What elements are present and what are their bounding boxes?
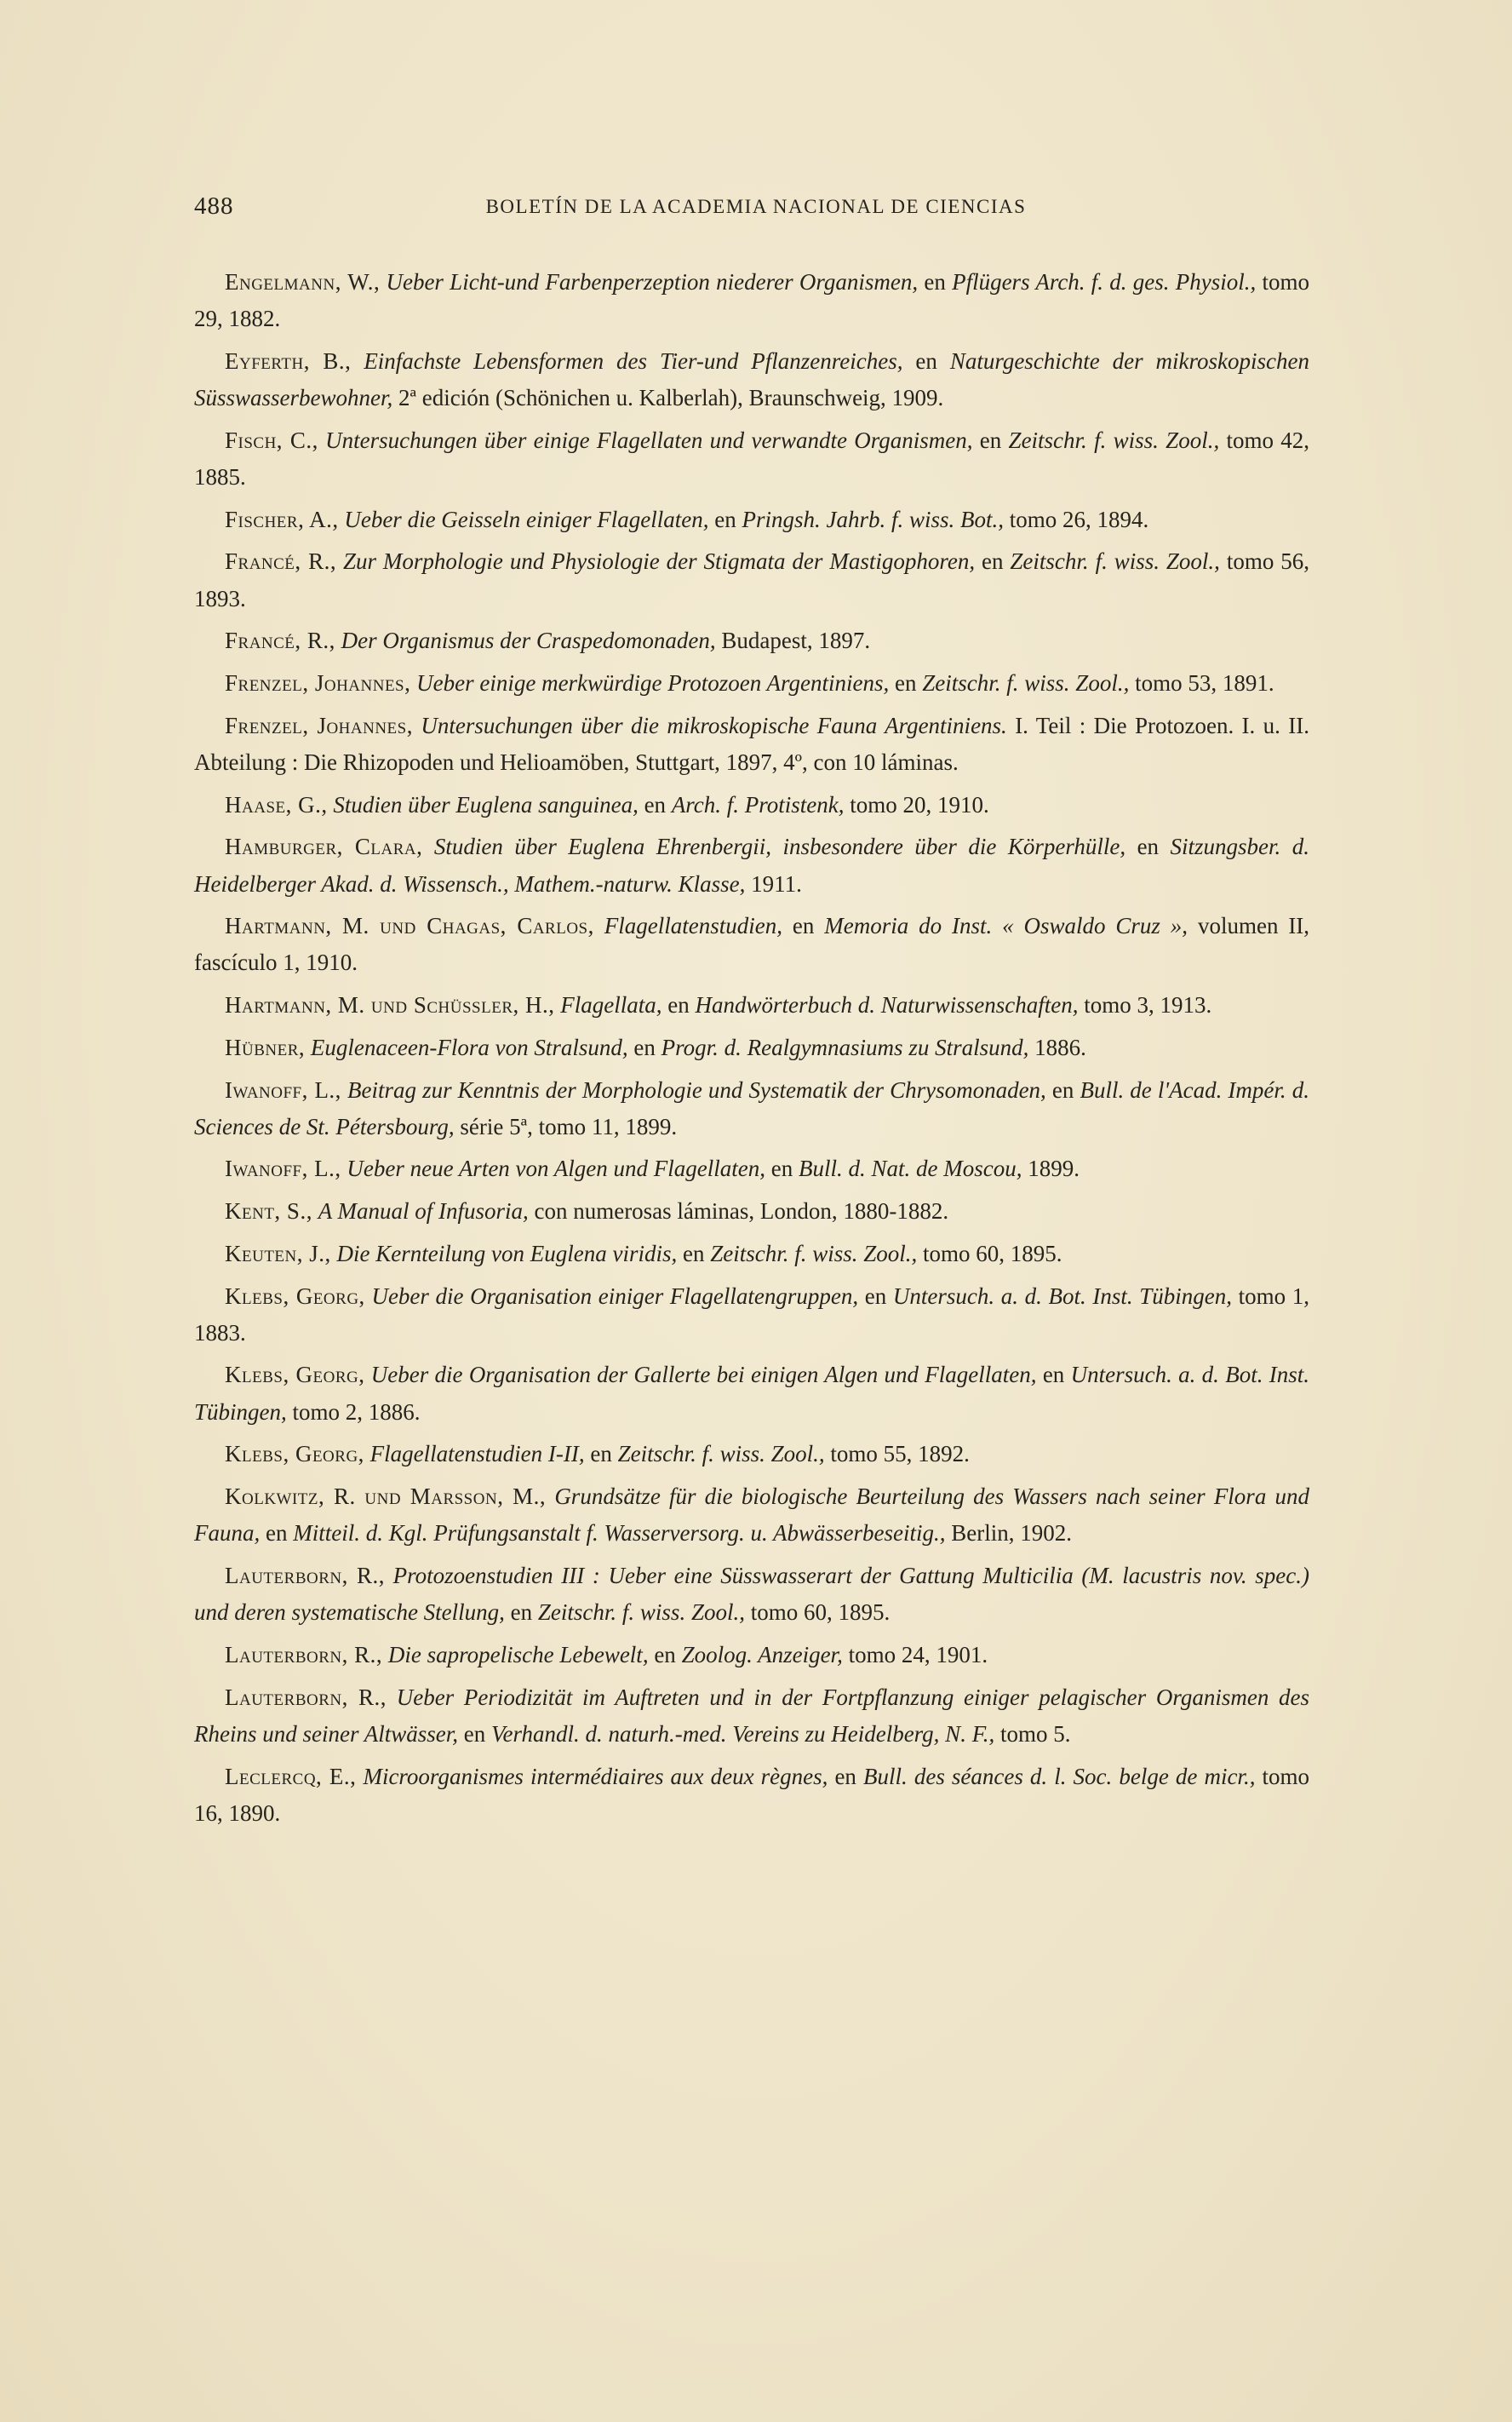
page-number: 488 <box>194 192 234 220</box>
reference-connector: en <box>834 1763 856 1789</box>
reference-source: Bull. de l'Acad. Impér. d. Sciences de St. Pétersbourg, <box>194 1076 1309 1139</box>
reference-details: tomo 3, 1913. <box>1084 992 1212 1019</box>
reference-entry <box>194 1151 1309 1187</box>
reference-author: Kent, S., <box>225 1198 312 1225</box>
reference-author: Frenzel, Johannes, <box>225 670 411 697</box>
reference-source: Naturgeschichte der mikroskopischen Süsswasserbewohner, <box>194 347 1310 411</box>
reference-title: Beitrag zur Kenntnis der Morphologie und Systematik der Chrysomonaden, <box>347 1076 1046 1103</box>
reference-entry <box>194 543 1309 617</box>
reference-author: Francé, R., <box>225 628 335 654</box>
reference-details: 2ª edición (Schönichen u. Kalberlah), Braunschweig, 1909. <box>398 385 944 411</box>
reference-details: tomo 42, 1885. <box>194 427 1310 491</box>
reference-connector: en <box>770 1156 793 1182</box>
reference-entry <box>194 829 1309 902</box>
reference-source: Sitzungsber. d. Heidelberger Akad. d. Wissensch., Mathem.-naturw. Klasse, <box>194 834 1310 897</box>
reference-entry <box>194 1236 1309 1272</box>
reference-entry <box>194 987 1309 1024</box>
reference-details: tomo 60, 1895. <box>923 1240 1062 1266</box>
reference-author: Leclercq, E., <box>225 1763 357 1789</box>
reference-author: Engelmann, W., <box>225 269 381 295</box>
reference-details: tomo 20, 1910. <box>850 791 989 818</box>
reference-source: Memoria do Inst. « Oswaldo Cruz », <box>824 913 1188 939</box>
reference-author: Hübner, <box>225 1034 306 1060</box>
reference-entry <box>194 908 1309 981</box>
reference-source: Zeitschr. f. wiss. Zool., <box>617 1441 825 1467</box>
reference-title: Flagellatenstudien I-II, <box>369 1441 585 1467</box>
reference-connector: en <box>266 1520 288 1547</box>
reference-title: Studien über Euglena sanguinea, <box>333 791 639 818</box>
reference-details: tomo 53, 1891. <box>1135 670 1274 697</box>
reference-details: tomo 29, 1882. <box>194 269 1310 332</box>
reference-author: Eyferth, B., <box>225 347 352 374</box>
reference-author: Hartmann, M. und Schüssler, H., <box>225 992 555 1019</box>
reference-details: volumen II, fascículo 1, 1910. <box>194 913 1310 976</box>
reference-author: Iwanoff, L., <box>225 1076 341 1103</box>
reference-title: Ueber Periodizität im Auftreten und in der Fortpflanzung einiger pelagischer Organismen des Rheins und seiner Altwässer, <box>194 1684 1309 1747</box>
reference-author: Kolkwitz, R. und Marsson, M., <box>225 1484 547 1510</box>
running-title: BOLETÍN DE LA ACADEMIA NACIONAL DE CIENCIAS <box>485 196 1027 217</box>
reference-details: série 5ª, tomo 11, 1899. <box>460 1113 678 1139</box>
reference-title: Ueber einige merkwürdige Protozoen Argentiniens, <box>416 670 890 697</box>
reference-connector: en <box>644 791 667 818</box>
reference-source: Pflügers Arch. f. d. ges. Physiol., <box>952 269 1257 295</box>
reference-author: Iwanoff, L., <box>225 1156 341 1182</box>
reference-source: Untersuch. a. d. Bot. Inst. Tübingen, <box>194 1362 1310 1425</box>
reference-connector: en <box>714 506 736 532</box>
reference-title: Flagellatenstudien, <box>604 913 782 939</box>
reference-details: tomo 2, 1886. <box>292 1398 421 1425</box>
reference-source: Progr. d. Realgymnasiums zu Stralsund, <box>661 1034 1029 1060</box>
reference-source: Zeitschr. f. wiss. Zool., <box>537 1599 745 1626</box>
reference-author: Lauterborn, R., <box>225 1684 387 1710</box>
reference-details: tomo 1, 1883. <box>194 1283 1310 1346</box>
reference-author: Francé, R., <box>225 548 337 575</box>
reference-details: tomo 24, 1901. <box>848 1641 988 1667</box>
reference-entry <box>194 623 1309 659</box>
reference-connector: en <box>510 1599 533 1626</box>
reference-entry <box>194 502 1309 538</box>
reference-connector: en <box>667 992 690 1019</box>
reference-source: Zeitschr. f. wiss. Zool., <box>710 1240 918 1266</box>
reference-details: tomo 26, 1894. <box>1009 506 1149 532</box>
reference-author: Haase, G., <box>225 791 328 818</box>
reference-source: Arch. f. Protistenk, <box>671 791 845 818</box>
reference-entry <box>194 1072 1309 1145</box>
reference-details: Budapest, 1897. <box>721 628 871 654</box>
reference-title: Euglenaceen-Flora von Stralsund, <box>310 1034 628 1060</box>
reference-details: 1911. <box>751 870 802 897</box>
reference-source: Zoolog. Anzeiger, <box>681 1641 843 1667</box>
reference-source: Bull. d. Nat. de Moscou, <box>798 1156 1022 1182</box>
reference-title: Grundsätze für die biologische Beurteilung des Wassers nach seiner Flora und Fauna, <box>194 1484 1309 1547</box>
reference-author: Fisch, C., <box>225 427 318 453</box>
reference-title: Flagellata, <box>560 992 662 1019</box>
reference-details: 1899. <box>1028 1156 1080 1182</box>
reference-title: Ueber die Organisation einiger Flagellatengruppen, <box>371 1283 859 1309</box>
reference-connector: en <box>633 1034 656 1060</box>
reference-entry <box>194 1558 1309 1631</box>
reference-author: Fischer, A., <box>225 506 339 532</box>
reference-connector: en <box>1137 834 1160 860</box>
reference-entry <box>194 1030 1309 1066</box>
reference-source: Bull. des séances d. l. Soc. belge de micr., <box>863 1763 1256 1789</box>
reference-entry <box>194 1759 1309 1832</box>
reference-author: Lauterborn, R., <box>225 1641 383 1667</box>
reference-title: Der Organismus der Craspedomonaden, <box>341 628 716 654</box>
reference-source: Untersuch. a. d. Bot. Inst. Tübingen, <box>892 1283 1233 1309</box>
reference-connector: en <box>979 427 1002 453</box>
reference-title: Protozoenstudien III : Ueber eine Süsswasserart der Gattung Multicilia (M. lacustris nov. spec.) und deren systematische Stellung, <box>194 1563 1309 1626</box>
reference-details: tomo 55, 1892. <box>830 1441 970 1467</box>
reference-title: Einfachste Lebensformen des Tier-und Pflanzenreiches, <box>364 347 903 374</box>
reference-source: Handwörterbuch d. Naturwissenschaften, <box>695 992 1079 1019</box>
reference-entry <box>194 787 1309 824</box>
reference-details: tomo 16, 1890. <box>194 1763 1310 1826</box>
reference-entry <box>194 1478 1309 1552</box>
reference-title: Zur Morphologie und Physiologie der Stigmata der Mastigophoren, <box>343 548 976 575</box>
reference-connector: en <box>1051 1076 1074 1103</box>
reference-details: Berlin, 1902. <box>951 1520 1073 1547</box>
reference-source: Pringsh. Jahrb. f. wiss. Bot., <box>742 506 1004 532</box>
reference-title: Ueber Licht-und Farbenperzeption niederer Organismen, <box>386 269 919 295</box>
reference-connector: en <box>792 913 815 939</box>
reference-entry <box>194 665 1309 702</box>
reference-entry <box>194 1357 1309 1430</box>
reference-source: Verhandl. d. naturh.-med. Vereins zu Heidelberg, N. F., <box>490 1720 995 1747</box>
reference-entry <box>194 1278 1309 1352</box>
reference-details: tomo 5. <box>999 1720 1071 1747</box>
reference-title: Die Kernteilung von Euglena viridis, <box>336 1240 678 1266</box>
reference-connector: en <box>915 347 937 374</box>
reference-author: Hamburger, Clara, <box>225 834 423 860</box>
reference-connector: en <box>682 1240 705 1266</box>
reference-author: Lauterborn, R., <box>225 1563 386 1588</box>
reference-entry <box>194 1637 1309 1673</box>
reference-title: Ueber die Organisation der Gallerte bei einigen Algen und Flagellaten, <box>370 1362 1037 1388</box>
reference-title: Studien über Euglena Ehrenbergii, insbesondere über die Körperhülle, <box>433 834 1126 860</box>
reference-connector: en <box>463 1720 486 1747</box>
reference-title: Die sapropelische Lebewelt, <box>387 1641 649 1667</box>
reference-connector: en <box>654 1641 676 1667</box>
reference-title: Untersuchungen über einige Flagellaten und verwandte Organismen, <box>325 427 973 453</box>
reference-source: Zeitschr. f. wiss. Zool., <box>1008 427 1220 453</box>
reference-entry <box>194 264 1309 337</box>
reference-title: A Manual of Infusoria, <box>318 1198 529 1225</box>
reference-details: 1886. <box>1034 1034 1086 1060</box>
reference-entry <box>194 708 1309 781</box>
reference-list <box>194 264 1309 1837</box>
reference-source: Zeitschr. f. wiss. Zool., <box>1010 548 1220 575</box>
reference-author: Hartmann, M. und Chagas, Carlos, <box>225 913 594 939</box>
reference-author: Frenzel, Johannes, <box>225 712 413 738</box>
reference-title: Ueber die Geisseln einiger Flagellaten, <box>344 506 709 532</box>
reference-entry <box>194 1436 1309 1472</box>
reference-author: Keuten, J., <box>225 1240 331 1266</box>
reference-connector: en <box>895 670 917 697</box>
reference-author: Klebs, Georg, <box>225 1362 365 1388</box>
reference-connector: I. Teil : Die Protozoen. I. u. II. Abteilung : Die Rhizopoden und Helioamöben, <box>194 712 1310 775</box>
reference-details: tomo 60, 1895. <box>750 1599 891 1626</box>
reference-entry <box>194 1193 1309 1230</box>
reference-details: Stuttgart, 1897, 4º, con 10 láminas. <box>635 749 959 775</box>
reference-entry <box>194 1679 1309 1753</box>
reference-details: tomo 56, 1893. <box>194 548 1310 611</box>
reference-author: Klebs, Georg, <box>225 1441 364 1467</box>
reference-title: Ueber neue Arten von Algen und Flagellaten, <box>346 1156 765 1182</box>
reference-connector: en <box>590 1441 612 1467</box>
reference-title: Untersuchungen über die mikroskopische Fauna Argentiniens. <box>421 712 1007 738</box>
reference-source: Zeitschr. f. wiss. Zool., <box>922 670 1130 697</box>
reference-connector: en <box>924 269 946 295</box>
reference-source: Mitteil. d. Kgl. Prüfungsanstalt f. Wasserversorg. u. Abwässerbeseitig., <box>293 1520 946 1547</box>
reference-details: con numerosas láminas, London, 1880-1882. <box>534 1198 949 1225</box>
reference-entry <box>194 343 1309 416</box>
reference-author: Klebs, Georg, <box>225 1283 365 1309</box>
reference-connector: en <box>864 1283 887 1309</box>
reference-entry <box>194 422 1309 496</box>
page-header <box>194 192 1318 227</box>
reference-title: Microorganismes intermédiaires aux deux règnes, <box>363 1763 828 1789</box>
reference-connector: en <box>1042 1362 1065 1388</box>
reference-connector: en <box>982 548 1004 575</box>
